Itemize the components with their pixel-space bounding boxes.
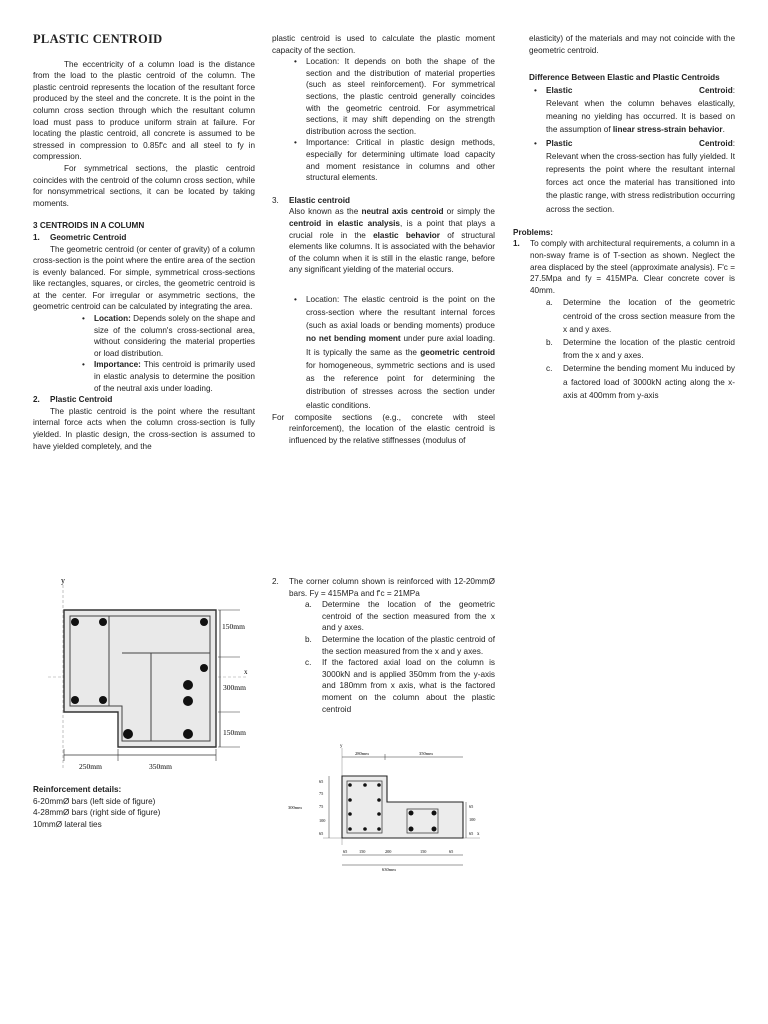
reinforcement-line-3: 10mmØ lateral ties (33, 819, 102, 829)
problem-2-item (305, 657, 495, 715)
problem-1-item-letter: b. (546, 337, 553, 347)
problems-heading: Problems: (513, 227, 554, 237)
fig2-right-dim: 65 (469, 831, 474, 836)
geometric-centroid-text: The geometric centroid (or center of gravity) of a column cross-section is the point where the entire area of the section is evenly balanced. For simple, symmetrical cross-sections like rectangles, squares, or circles, the geometric centroid is at the center. For irregular or asymmetric sections, the geometric centroid can be calculated by integrating the area. (33, 244, 255, 312)
section-heading-centroids: 3 CENTROIDS IN A COLUMN (33, 221, 145, 231)
rebar-icon (71, 696, 79, 704)
rebar-icon (123, 729, 133, 739)
geometric-location-bullet: • Location: Depends solely on the shape and size of the column's cross-sectional area, without considering the material properties or load distribution. (94, 313, 255, 359)
fig1-section-outline (64, 610, 216, 747)
fig2-left-dim: 75 (319, 791, 324, 796)
rebar-icon (71, 618, 79, 626)
fig2-bottom-dim: 200 (385, 849, 392, 854)
fig1-dim-150-top: 150mm (222, 622, 245, 631)
fig1-y-axis-label: y (61, 576, 65, 585)
fig2-left-dim: 65 (319, 779, 324, 784)
fig2-right-dim: 100 (469, 817, 476, 822)
plastic-continuation: plastic centroid is used to calculate the plastic moment capacity of the section. (272, 34, 495, 55)
reinforcement-details (33, 784, 253, 830)
plastic-location-bullet: • Location: It depends on both the shape of the section and the distribution of material properties (such as steel reinforcement). For symmetrical sections, the plastic centroid generally coincides with the geometric centroid. For asymmetrical sections, it may shift depending on the strength distribution across the section. (306, 56, 495, 137)
fig2-bottom-dim: 65 (449, 849, 454, 854)
problem-2-item-text: Determine the location of the plastic centroid of the section measured from the x and y axes. (322, 634, 495, 656)
fig2-bottom-dim: 150 (420, 849, 427, 854)
figure-2-l-section (285, 742, 490, 877)
elastic-centroid-bullet: • Elastic Centroid: Relevant when the column behaves elastically, meaning no yielding has occurred. It is based on the assumption of linear stress-strain behavior. (546, 84, 735, 137)
fig1-dim-250: 250mm (79, 762, 102, 771)
rebar-icon (99, 618, 107, 626)
fig2-right-dim: 65 (469, 804, 474, 809)
fig2-section-outline (342, 776, 463, 838)
fig2-y-axis-label: y (340, 744, 343, 749)
intro-paragraph-1: The eccentricity of a column load is the distance from the load to the plastic centroid of the column. The plastic centroid represents the location of the resultant force produced by the steel and the concrete. It is the point in the column cross section through which the resultant column load must pass to produce uniform strain at failure. For locating the plastic centroid, all concrete is assumed to be stressed in compression to 0.85f'c and all steel to fy in compression. (33, 59, 255, 162)
problem-2-item-text: If the factored axial load on the column is 3000kN and is applied 350mm from the y-axis and 180mm from x axis, what is the factored moment on the column about the plastic centroid (322, 658, 495, 714)
plastic-importance-bullet: • Importance: Critical in plastic design methods, especially for determining ultimate load capacity and moment resistance in columns and other structural elements. (306, 137, 495, 183)
fig2-bottom-dim: 150 (359, 849, 366, 854)
rebar-icon (200, 664, 208, 672)
fig2-left-dim: 75 (319, 804, 324, 809)
rebar-icon (99, 696, 107, 704)
geometric-importance-bullet: • Importance: This centroid is primarily used in elastic analysis to determine the position of the neutral axis under loading. (94, 359, 255, 394)
fig2-left-dims (319, 779, 325, 836)
problem-1-items (513, 296, 735, 402)
column-1 (33, 34, 255, 452)
fig1-dim-350: 350mm (149, 762, 172, 771)
plastic-centroid-bullet: • Plastic Centroid: Relevant when the cross-section has fully yielded. It represents the point where the resultant internal forces act once the material has transitioned into the plastic range, with stress redistribution occurring across the section. (546, 137, 735, 216)
plastic-centroid-heading: 2. Plastic Centroid (33, 395, 113, 405)
problem-1-item-letter: a. (546, 298, 553, 308)
reinforcement-heading: Reinforcement details: (33, 785, 122, 794)
fig2-dim-total: 630mm (382, 867, 396, 872)
elastic-centroid-text: Also known as the neutral axis centroid or simply the centroid in elastic analysis, is a point that plays a crucial role in the elastic behavior of structural elements like columns. It is associated with the behavior of the column when it is still in the elastic range, before any significant yielding of the material occurs. (289, 207, 495, 275)
problem-2-item-letter: a. (305, 600, 312, 610)
intro-paragraph-2: For symmetrical sections, the plastic centroid coincides with the centroid of the column cross section, while for nonsymmetrical sections, it can be located by taking moments. (33, 163, 255, 208)
rebar-icon (183, 696, 193, 706)
column-2 (272, 33, 495, 446)
problem-2-item (305, 599, 495, 634)
fig2-right-dims (469, 804, 475, 836)
fig2-left-dim: 65 (319, 831, 324, 836)
problem-2-item-letter: c. (305, 658, 312, 668)
plastic-centroid-text: The plastic centroid is the point where the resultant internal force acts when the column cross-section is fully yielded. In plastic design, the cross-section is assumed to have yielded completely, and the (33, 406, 255, 451)
figure-1-t-section (28, 575, 268, 785)
problem-2-item-text: Determine the location of the geometric centroid of the section measured from the x and y axes. (322, 600, 495, 633)
elastic-location-bullet: • Location: The elastic centroid is the point on the cross-section where the resultant internal forces (such as axial loads or bending moments) produce no net bending moment under pure axial loading. It is typically the same as the geometric centroid for homogeneous, symmetric sections and is used as the reference point for determining the distribution of stresses across the section under elastic conditions. (306, 293, 495, 412)
fig2-bottom-dims (343, 849, 453, 854)
fig2-x-axis-label: x (477, 832, 480, 837)
problem-1-item-text: Determine the location of the geometric centroid of the cross section measure from the x and y axes. (563, 298, 735, 334)
problem-2-item (305, 634, 495, 657)
reinforcement-line-2: 4-28mmØ bars (right side of figure) (33, 808, 161, 818)
fig2-dim-300: 300mm (288, 805, 302, 810)
page-title: PLASTIC CENTROID (33, 32, 163, 46)
fig1-dim-150-bottom: 150mm (223, 728, 246, 737)
composite-sections-text: For composite sections (e.g., concrete with steel reinforcement), the location of the elastic centroid is influenced by the relative stiffnesses (modulus of (272, 412, 495, 445)
problem-2: 2. The corner column shown is reinforced with 12-20mmØ bars. Fy = 415MPa and f'c = 21MPa a. Determine the location of the geometric centroid of the section measured from the x and y axes. b. Determine the location of the plastic centroid of the section measured from the x and y axes. c. If the factored axial load on the column is 3000kN and is applied 350mm from the y-axis and 180mm from x axis, what is the factored moment on the column about the plastic centroid (272, 577, 495, 714)
problem-1-item-letter: c. (546, 364, 553, 374)
fig1-dim-300: 300mm (223, 683, 246, 692)
fig2-dim-350: 350mm (419, 751, 433, 756)
problem-2-items (272, 599, 495, 715)
difference-heading: Difference Between Elastic and Plastic Centroids (529, 73, 720, 83)
elastic-continuation: elasticity) of the materials and may not coincide with the geometric centroid. (529, 34, 735, 55)
problem-1-item (546, 296, 735, 336)
elastic-centroid-heading: 3. Elastic centroid (272, 195, 350, 205)
fig2-dim-280: 280mm (355, 751, 369, 756)
geometric-centroid-heading: 1. Geometric Centroid (33, 232, 127, 242)
problem-2-item-letter: b. (305, 634, 312, 644)
rebar-icon (183, 680, 193, 690)
rebar-icon (183, 729, 193, 739)
fig2-bottom-dim: 65 (343, 849, 348, 854)
problem-1: 1. To comply with architectural requirements, a column in a non-sway frame is of T-section as shown. Neglect the area displaced by the steel (approximate analysis). F'c = 27.5Mpa and fy = 415MPa. Clear concrete cover is 40mm. (513, 239, 735, 295)
fig1-x-axis-label: x (244, 668, 248, 676)
problem-1-item (546, 362, 735, 402)
problem-1-item (546, 336, 735, 362)
problem-1-item-text: Determine the bending moment Mu induced by a factored load of 3000kN acting along the x-axis at 400mm from y-axis (563, 364, 735, 400)
reinforcement-line-1: 6-20mmØ bars (left side of figure) (33, 796, 156, 806)
fig2-left-dim: 100 (319, 818, 326, 823)
problem-1-item-text: Determine the location of the plastic centroid from the x and y axes. (563, 337, 735, 361)
rebar-icon (200, 618, 208, 626)
column-3 (513, 33, 735, 402)
